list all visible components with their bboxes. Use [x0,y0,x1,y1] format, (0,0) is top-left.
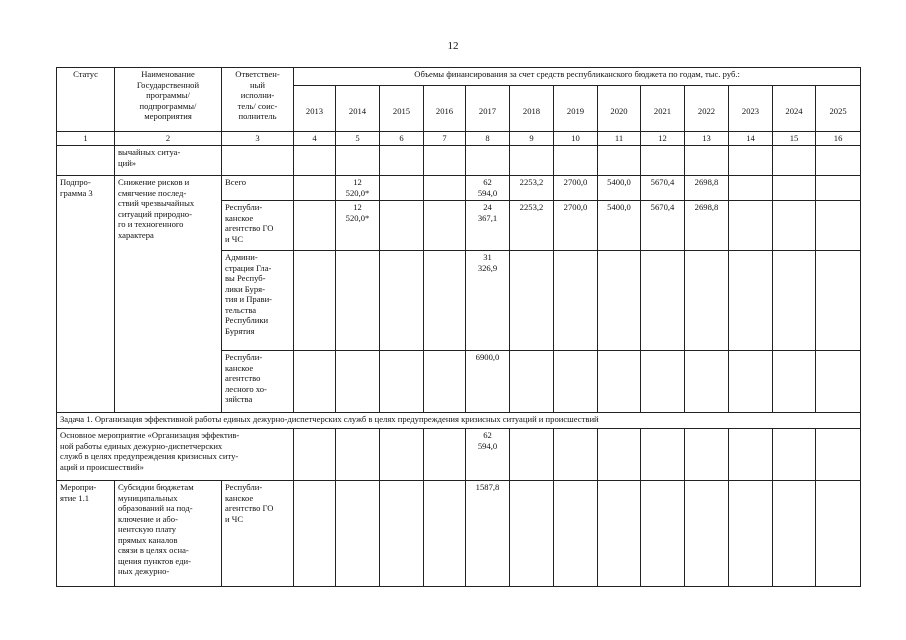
year-cell: 2018 [510,86,554,132]
value-cell [380,176,424,201]
header-status: Статус [57,68,115,132]
value-cell [294,429,336,481]
year-cell: 2021 [641,86,685,132]
value-cell [380,429,424,481]
value-cell [336,481,380,587]
table-row [57,176,861,201]
year-cell: 2022 [685,86,729,132]
value-cell [685,351,729,413]
value-cell [816,251,861,351]
column-number: 3 [222,132,294,146]
column-number: 8 [466,132,510,146]
value-cell [554,351,598,413]
value-cell [424,251,466,351]
value-cell [773,176,816,201]
year-cell: 2024 [773,86,816,132]
responsible-cell: Республи- канское агентство ГО и ЧС [222,481,294,587]
column-number: 6 [380,132,424,146]
value-cell [554,251,598,351]
column-number: 12 [641,132,685,146]
value-cell: 2700,0 [554,176,598,201]
value-cell [466,146,510,176]
value-cell [685,481,729,587]
responsible-cell [222,146,294,176]
value-cell [510,429,554,481]
column-number: 14 [729,132,773,146]
value-cell [773,481,816,587]
value-cell [598,146,641,176]
column-number: 4 [294,132,336,146]
value-cell [294,251,336,351]
value-cell: 2253,2 [510,201,554,251]
value-cell: 1587,8 [466,481,510,587]
value-cell [729,201,773,251]
value-cell [729,176,773,201]
column-number: 10 [554,132,598,146]
name-cell: Снижение рисков и смягчение послед- ствий чрезвычайных ситуаций природно- го и техногенного характера [115,176,222,413]
budget-table [56,67,861,587]
header-name: Наименование Государственной программы/ подпрограммы/ мероприятия [115,68,222,132]
name-cell: Субсидии бюджетам муниципальных образований на под- ключение и або- нентскую плату прямых каналов связи в целях осна- щения пунктов еди- ных дежурно- [115,481,222,587]
value-cell [729,251,773,351]
value-cell [598,429,641,481]
column-number: 16 [816,132,861,146]
table-row [57,429,861,481]
value-cell: 5400,0 [598,201,641,251]
value-cell [816,351,861,413]
value-cell [294,481,336,587]
value-cell [729,481,773,587]
year-cell: 2019 [554,86,598,132]
value-cell [554,429,598,481]
value-cell [641,481,685,587]
value-cell [424,351,466,413]
value-cell [598,351,641,413]
column-number-row [57,132,861,146]
header-responsible: Ответствен- ный исполни- тель/ соис- полнитель [222,68,294,132]
value-cell [424,201,466,251]
value-cell [554,481,598,587]
page-number: 12 [447,40,459,52]
value-cell [729,351,773,413]
value-cell: 62 594,0 [466,176,510,201]
header-row-1 [57,68,861,86]
value-cell [294,201,336,251]
column-number: 7 [424,132,466,146]
column-number: 13 [685,132,729,146]
value-cell [380,146,424,176]
column-number: 2 [115,132,222,146]
value-cell: 5400,0 [598,176,641,201]
value-cell [773,146,816,176]
value-cell [773,351,816,413]
value-cell [380,481,424,587]
column-number: 5 [336,132,380,146]
name-cell: вычайных ситуа- ций» [115,146,222,176]
value-cell: 24 367,1 [466,201,510,251]
year-cell: 2017 [466,86,510,132]
value-cell [424,146,466,176]
value-cell [816,429,861,481]
value-cell [641,251,685,351]
value-cell: 31 326,9 [466,251,510,351]
value-cell [641,351,685,413]
value-cell: 2698,8 [685,176,729,201]
value-cell [336,351,380,413]
value-cell [641,429,685,481]
value-cell [294,146,336,176]
year-cell: 2016 [424,86,466,132]
value-cell [294,176,336,201]
value-cell [598,251,641,351]
table-row [57,481,861,587]
responsible-cell: Республи- канское агентство ГО и ЧС [222,201,294,251]
value-cell: 62 594,0 [466,429,510,481]
value-cell [510,351,554,413]
table-row [57,146,861,176]
value-cell [424,481,466,587]
task-row [57,413,861,429]
year-cell: 2015 [380,86,424,132]
value-cell: 12 520,0* [336,201,380,251]
main-activity-cell: Основное мероприятие «Организация эффектив- ной работы единых дежурно-диспетчерских служб в целях предупреждения кризисных ситу- аций и происшествий» [57,429,294,481]
value-cell [816,481,861,587]
value-cell [510,251,554,351]
header-funding: Объемы финансирования за счет средств республиканского бюджета по годам, тыс. руб.: [294,68,861,86]
value-cell [510,146,554,176]
year-cell: 2020 [598,86,641,132]
value-cell [816,176,861,201]
value-cell [424,429,466,481]
value-cell [773,201,816,251]
value-cell [773,429,816,481]
value-cell [294,351,336,413]
column-number: 1 [57,132,115,146]
value-cell [380,201,424,251]
value-cell: 6900,0 [466,351,510,413]
responsible-cell: Админи- страция Гла- вы Респуб- лики Буря- тия и Прави- тельства Республики Бурятия [222,251,294,351]
value-cell [336,429,380,481]
value-cell [729,146,773,176]
value-cell [554,146,598,176]
column-number: 9 [510,132,554,146]
value-cell: 2253,2 [510,176,554,201]
value-cell [729,429,773,481]
value-cell [641,146,685,176]
status-cell: Меропри- ятие 1.1 [57,481,115,587]
value-cell [336,146,380,176]
value-cell [598,481,641,587]
status-cell [57,146,115,176]
value-cell [510,481,554,587]
value-cell [685,146,729,176]
value-cell: 5670,4 [641,201,685,251]
value-cell [380,251,424,351]
column-number: 15 [773,132,816,146]
year-cell: 2014 [336,86,380,132]
year-cell: 2013 [294,86,336,132]
task-cell: Задача 1. Организация эффективной работы единых дежурно-диспетчерских служб в целях предупреждения кризисных ситуаций и происшествий [57,413,861,429]
value-cell [685,251,729,351]
column-number: 11 [598,132,641,146]
value-cell [336,251,380,351]
year-cell: 2025 [816,86,861,132]
value-cell [380,351,424,413]
responsible-cell: Всего [222,176,294,201]
value-cell [816,201,861,251]
value-cell [773,251,816,351]
value-cell [816,146,861,176]
value-cell [424,176,466,201]
status-cell: Подпро- грамма 3 [57,176,115,413]
value-cell: 12 520,0* [336,176,380,201]
year-cell: 2023 [729,86,773,132]
value-cell: 5670,4 [641,176,685,201]
responsible-cell: Республи- канское агентство лесного хо- зяйства [222,351,294,413]
value-cell: 2700,0 [554,201,598,251]
value-cell: 2698,8 [685,201,729,251]
value-cell [685,429,729,481]
